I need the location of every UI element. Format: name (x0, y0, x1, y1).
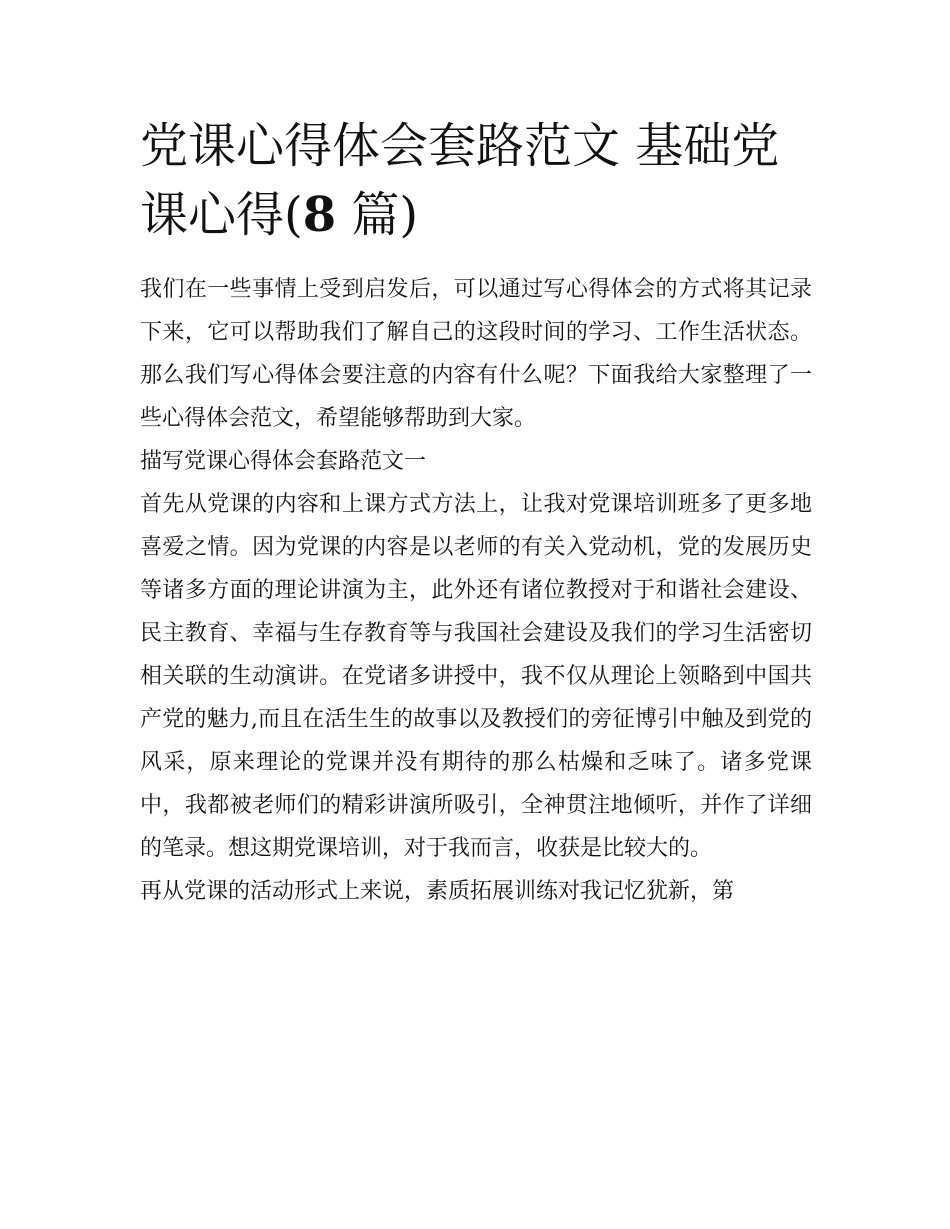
title-number: 8 (302, 187, 337, 243)
section-heading: 描写党课心得体会套路范文一 (140, 449, 427, 474)
body-paragraph: 再从党课的活动形式上来说，素质拓展训练对我记忆犹新，第 (140, 879, 735, 904)
document-page (140, 112, 812, 913)
title-text-part1: 党课心得体会套路范文 基础党课心得( (140, 118, 780, 243)
document-body (140, 268, 812, 913)
intro-paragraph: 我们在一些事情上受到启发后，可以通过写心得体会的方式将其记录下来，它可以帮助我们了解自己的这段时间的学习、工作生活状态。那么我们写心得体会要注意的内容有什么呢？下面我给大家整理了一些心得体会范文，希望能够帮助到大家。 (140, 277, 812, 431)
document-title (140, 112, 812, 250)
title-text-part2: 篇) (336, 187, 419, 243)
body-paragraph: 首先从党课的内容和上课方式方法上，让我对党课培训班多了更多地喜爱之情。因为党课的内容是以老师的有关入党动机，党的发展历史等诸多方面的理论讲演为主，此外还有诸位教授对于和谐社会建设、民主教育、幸福与生存教育等与我国社会建设及我们的学习生活密切相关联的生动演讲。在党诸多讲授中，我不仅从理论上领略到中国共产党的魅力,而且在活生生的故事以及教授们的旁征博引中触及到党的风采，原来理论的党课并没有期待的那么枯燥和乏味了。诸多党课中，我都被老师们的精彩讲演所吸引，全神贯注地倾听，并作了详细的笔录。想这期党课培训，对于我而言，收获是比较大的。 (140, 492, 812, 861)
